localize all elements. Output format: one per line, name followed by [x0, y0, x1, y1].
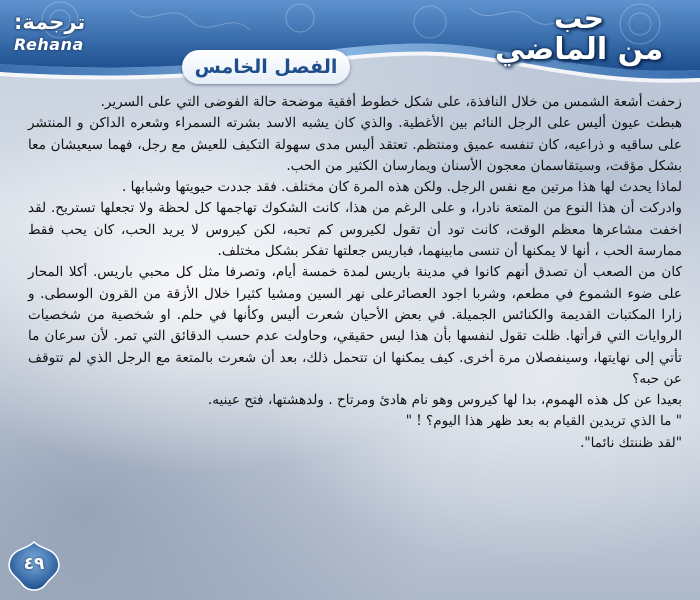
paragraph: بعيدا عن كل هذه الهموم، بدا لها كيروس وهو نام هادئ ومرتاح . ولدهشتها، فتح عينيه. — [207, 392, 682, 409]
dialogue-line: "لقد ظننتك نائما". — [580, 434, 682, 451]
paragraph: كان من الصعب أن تصدق أنهم كانوا في مدينة باريس لمدة خمسة أيام، وتصرفا مثل كل محبي باريس. أكلا المحار على ضوء الشموع في مطعم، وشربا اجود العصائرعلى نهر السين ومشيا كثيرا خلال الأزقة من القرون الوسطى. و زارا المكتبات القديمة والكنائس الجميلة. في بعض الأحيان شعرت أليس وكأنها في حلم. او شخصية من شخصيات الروايات التي قرأتها. ظلت تقول لنفسها بأن هذا ليس حقيقي، وحاولت عدم حسب الدقائق التي تمر. لأن سرعان ما تأتي إلى نهايتها، وسينفصلان مرة أخرى. كيف يمكنها ان تتحمل ذلك، بعد أن شعرت بالمتعة مع الرجل الذي لم تتوقف عن حبه؟ — [28, 264, 682, 387]
translator-name: Rehana — [14, 35, 84, 54]
chapter-body — [28, 92, 682, 454]
translation-label: ترجمة: — [14, 10, 86, 34]
dialogue-line: " ما الذي تريدين القيام به بعد ظهر هذا اليوم؟ ! " — [405, 413, 682, 430]
series-title-line2: من الماضي — [494, 32, 664, 67]
chapter-title: الفصل الخامس — [182, 50, 350, 84]
translator-credit — [14, 10, 124, 54]
paragraph: وادركت أن هذا النوع من المتعة نادرا، و على الرغم من هذا، كانت الشكوك تهاجمها كل لحظة ولا تجعلها تستريح. لقد اخفت مشاعرها معظم الوقت، كانت تود أن تقول لكيروس كم تحبه، لكن كيروس لا يريد الحب، كان يحب فقط ممارسة الحب ، أنها لا يمكنها أن تنسى مابينهما، فباريس جعلتها تفكر بشكل مختلف. — [28, 200, 682, 260]
paragraph: هبطت عيون أليس على الرجل النائم بين الأغطية. والذي كان يشبه الاسد بشرته السمراء وشعره الداكن و المنتشر على ساقيه و ذراعيه، كان تنفسه عميق ومنتظم. تعتقد أليس مدى سهولة التكيف للعيش مع رجل، فهما سيعيشان معا بشكل مؤقت، وسيتقاسمان معجون الأسنان ويمارسان الكثير من الحب. — [28, 115, 682, 174]
paragraph: لماذا يحدث لها هذا مرتين مع نفس الرجل. ولكن هذه المرة كان مختلف. فقد جددت حيويتها وشبابها . — [122, 179, 682, 196]
page-number: ٤٩ — [23, 554, 45, 574]
page-number-badge — [6, 540, 62, 592]
series-title-line1: حب — [554, 2, 604, 35]
series-title — [474, 4, 684, 66]
paragraph: زحفت أشعة الشمس من خلال النافذة، على شكل خطوط أفقية موضحة حالة الفوضى التي على السرير. — [100, 94, 682, 110]
